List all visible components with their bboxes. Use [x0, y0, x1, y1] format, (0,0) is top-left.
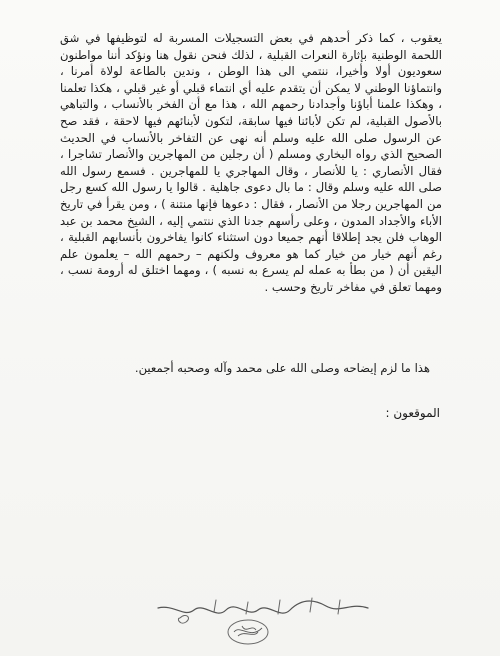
- handwritten-signature: [140, 588, 380, 648]
- signature-mark: [140, 588, 380, 648]
- letter-body-paragraph: يعقوب ، كما ذكر أحدهم في بعض التسجيلات المسربة له لتوظيفها في شق اللحمة الوطنية بإثارة النعرات القبلية ، لذلك فنحن نقول هنا ونؤكد أننا مواطنون سعوديون أولا وأخيرا، ننتمي الى هذا الوطن ، وندين بالطاعة لولاة أمرنا ، وانتماؤنا الوطني لا يمكن أن يتقدم عليه أي انتماء قبلي أو غير قبلي ، هكذا تعلمنا ، وهكذا علمنا أباؤنا وأجدادنا رحمهم الله ، هذا مع أن الفخر بالأنساب ، والتباهي بالأصول القبلية، لم تكن لأبائنا فيها سابقة، لتكون لأبنائهم فيها لاحقة ، فقد صح عن الرسول صلى الله عليه وسلم أنه نهى عن التفاخر بالأنساب في الحديث الصحيح الذي رواه البخاري ومسلم ( أن رجلين من المهاجرين والأنصار تشاجرا ، فقال الأنصاري : يا للأنصار ، وقال المهاجري يا للمهاجرين . فسمع رسول الله صلى الله عليه وسلم وقال : ما بال دعوى جاهلية . قالوا يا رسول الله كسع رجل من المهاجرين رجلا من الأنصار ، فقال : دعوها فإنها منتنة ) ، ومن يقرأ في تاريخ الأباء والأجداد المدون ، وعلى رأسهم جدنا الذي ننتمي إليه ، الشيخ محمد بن عبد الوهاب فلن يجد إطلاقا أنهم جميعا دون استثناء كانوا يفاخرون بأنسابهم القبلية ، رغم أنهم خيار من خيار كما هو معروف ولكنهم – رحمهم الله – يعلمون علم اليقين أن ( من بطأ به عمله لم يسرع به نسبه ) ، ومهما اختلق له أرومة نسب ، ومهما تعلق في مفاخر تاريخ وحسب .: [60, 31, 442, 294]
- closing-line: هذا ما لزم إيضاحه وصلى الله على محمد وآله وصحبه أجمعين.: [134, 361, 430, 375]
- signatories-label: الموقعون :: [385, 406, 440, 420]
